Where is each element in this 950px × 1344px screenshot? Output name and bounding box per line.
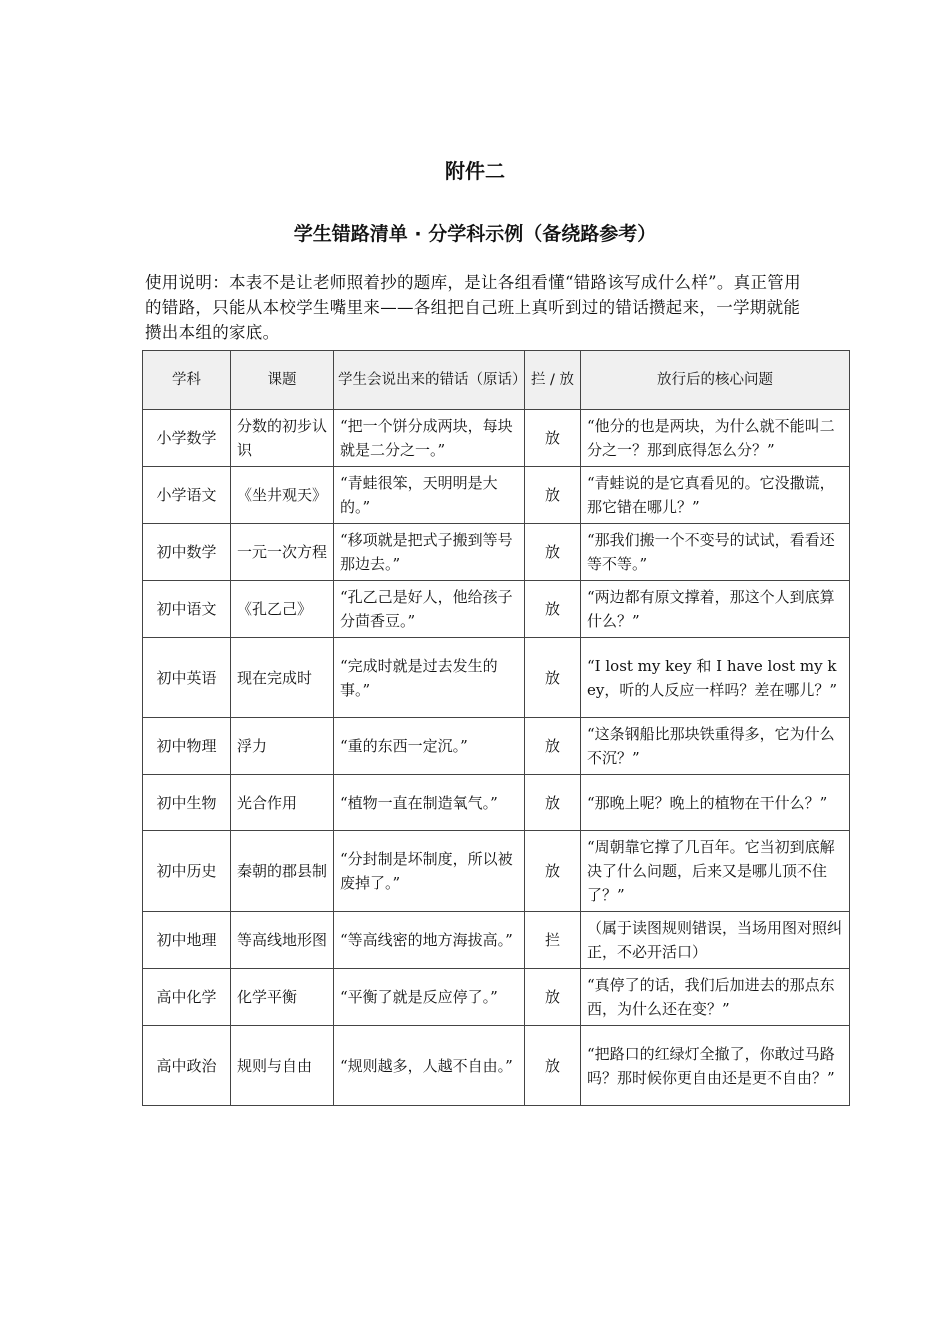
cell-subject: 小学数学	[143, 410, 231, 467]
cell-question: “青蛙说的是它真看见的。它没撒谎，那它错在哪儿？”	[581, 467, 850, 524]
cell-topic: 《孔乙己》	[231, 581, 334, 638]
cell-quote: “重的东西一定沉。”	[334, 718, 525, 775]
cell-decision: 放	[525, 718, 581, 775]
attachment-label: 附件二	[445, 159, 505, 183]
cell-subject: 高中政治	[143, 1026, 231, 1106]
cell-topic: 秦朝的郡县制	[231, 831, 334, 912]
cell-question: “他分的也是两块，为什么就不能叫二分之一？那到底得怎么分？”	[581, 410, 850, 467]
cell-decision: 放	[525, 638, 581, 718]
cell-topic: 浮力	[231, 718, 334, 775]
table-row	[143, 638, 850, 718]
cell-topic: 光合作用	[231, 775, 334, 831]
cell-subject: 初中英语	[143, 638, 231, 718]
cell-quote: “平衡了就是反应停了。”	[334, 969, 525, 1026]
cell-question: “I lost my key 和 I have lost my key，听的人反应一样吗？差在哪儿？”	[581, 638, 850, 718]
cell-topic: 《坐井观天》	[231, 467, 334, 524]
cell-subject: 初中数学	[143, 524, 231, 581]
cell-quote: “青蛙很笨，天明明是大的。”	[334, 467, 525, 524]
cell-question: “把路口的红绿灯全撤了，你敢过马路吗？那时候你更自由还是更不自由？”	[581, 1026, 850, 1106]
header-question: 放行后的核心问题	[581, 351, 850, 410]
cell-topic: 现在完成时	[231, 638, 334, 718]
cell-quote: “完成时就是过去发生的事。”	[334, 638, 525, 718]
header-quote: 学生会说出来的错话（原话）	[334, 351, 525, 410]
table-row	[143, 969, 850, 1026]
cell-subject: 初中地理	[143, 912, 231, 969]
cell-decision: 放	[525, 1026, 581, 1106]
cell-decision: 放	[525, 969, 581, 1026]
table-row	[143, 467, 850, 524]
cell-decision: 放	[525, 831, 581, 912]
cell-question: “那晚上呢？晚上的植物在干什么？”	[581, 775, 850, 831]
cell-quote: “植物一直在制造氧气。”	[334, 775, 525, 831]
cell-decision: 放	[525, 775, 581, 831]
cell-topic: 一元一次方程	[231, 524, 334, 581]
cell-subject: 小学语文	[143, 467, 231, 524]
cell-question: “那我们搬一个不变号的试试，看看还等不等。”	[581, 524, 850, 581]
table-header-row	[143, 351, 850, 410]
cell-subject: 初中物理	[143, 718, 231, 775]
usage-note: 使用说明：本表不是让老师照着抄的题库，是让各组看懂“错路该写成什么样”。真正管用的错路，只能从本校学生嘴里来——各组把自己班上真听到过的错话攒起来，一学期就能攒出本组的家底。	[145, 273, 801, 342]
cell-quote: “规则越多，人越不自由。”	[334, 1026, 525, 1106]
cell-question: “真停了的话，我们后加进去的那点东西，为什么还在变？”	[581, 969, 850, 1026]
cell-decision: 放	[525, 524, 581, 581]
cell-quote: “孔乙己是好人，他给孩子分茴香豆。”	[334, 581, 525, 638]
cell-subject: 初中语文	[143, 581, 231, 638]
cell-topic: 规则与自由	[231, 1026, 334, 1106]
cell-subject: 初中生物	[143, 775, 231, 831]
table-row	[143, 581, 850, 638]
cell-quote: “移项就是把式子搬到等号那边去。”	[334, 524, 525, 581]
cell-decision: 放	[525, 410, 581, 467]
cell-question: “这条钢船比那块铁重得多，它为什么不沉？”	[581, 718, 850, 775]
cell-decision: 拦	[525, 912, 581, 969]
table-body	[143, 410, 850, 1106]
header-topic: 课题	[231, 351, 334, 410]
table-row	[143, 524, 850, 581]
table-row	[143, 1026, 850, 1106]
header-subject: 学科	[143, 351, 231, 410]
cell-quote: “等高线密的地方海拔高。”	[334, 912, 525, 969]
cell-subject: 高中化学	[143, 969, 231, 1026]
table-row	[143, 410, 850, 467]
cell-question: “两边都有原文撑着，那这个人到底算什么？”	[581, 581, 850, 638]
cell-subject: 初中历史	[143, 831, 231, 912]
header-decision: 拦 / 放	[525, 351, 581, 410]
error-list-table	[142, 350, 850, 1106]
cell-topic: 分数的初步认识	[231, 410, 334, 467]
table-row	[143, 912, 850, 969]
document-title: 学生错路清单 · 分学科示例（备绕路参考）	[293, 223, 657, 245]
cell-question: “周朝靠它撑了几百年。它当初到底解决了什么问题，后来又是哪儿顶不住了？”	[581, 831, 850, 912]
table-row	[143, 718, 850, 775]
cell-question: （属于读图规则错误，当场用图对照纠正，不必开活口）	[581, 912, 850, 969]
cell-decision: 放	[525, 467, 581, 524]
cell-quote: “分封制是坏制度，所以被废掉了。”	[334, 831, 525, 912]
table-row	[143, 775, 850, 831]
cell-topic: 等高线地形图	[231, 912, 334, 969]
table-row	[143, 831, 850, 912]
cell-quote: “把一个饼分成两块，每块就是二分之一。”	[334, 410, 525, 467]
cell-decision: 放	[525, 581, 581, 638]
cell-topic: 化学平衡	[231, 969, 334, 1026]
